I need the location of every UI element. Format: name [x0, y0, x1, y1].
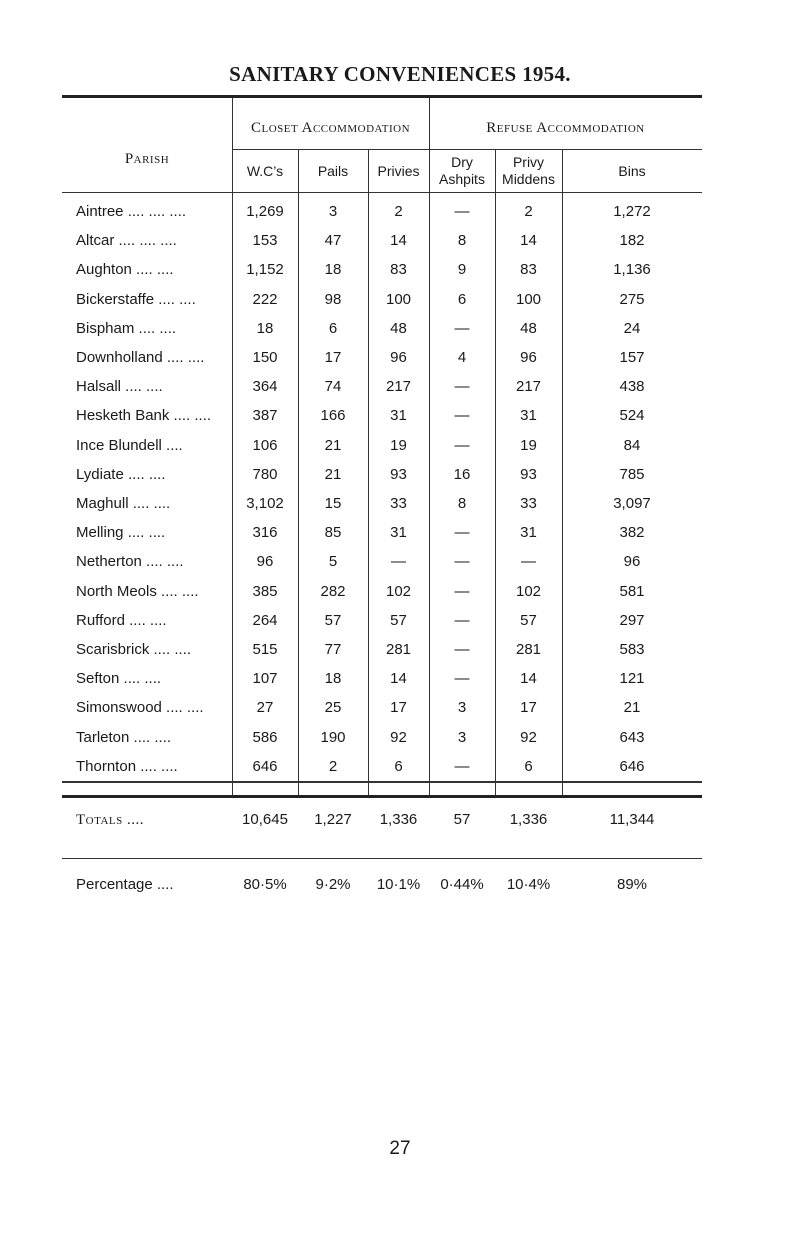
cell-privies: 57 — [390, 611, 407, 629]
table-row — [62, 577, 702, 607]
cell-bins: 785 — [619, 465, 645, 483]
cell-bins: 643 — [619, 728, 645, 746]
cell-wcs: 515 — [252, 641, 278, 658]
parish-name: Aughton .... .... — [76, 261, 174, 279]
cell-wcs: 316 — [252, 524, 278, 542]
cell-wcs: 264 — [252, 611, 278, 629]
percentage-bins: 89% — [616, 876, 648, 893]
percentage-privies: 10·1% — [376, 876, 421, 893]
table-row — [62, 518, 702, 548]
cell-wcs: 222 — [252, 290, 278, 308]
cell-wcs: 1,152 — [246, 261, 284, 279]
cell-wcs: 364 — [252, 378, 278, 396]
cell-wcs: 3,102 — [246, 495, 284, 512]
parish-header: Parish — [124, 151, 170, 167]
cell-pails: 17 — [324, 349, 342, 366]
cell-bins: 524 — [619, 407, 645, 425]
cell-pails: 166 — [320, 407, 346, 425]
cell-bins: 297 — [619, 611, 645, 629]
closet-accommodation-header: Closet Accommodation — [250, 120, 411, 136]
cell-privies: 19 — [390, 436, 407, 454]
totals-label: Totals .... — [76, 812, 144, 828]
cell-privy-middens: 33 — [520, 495, 537, 512]
cell-privies: 48 — [390, 319, 407, 337]
cell-pails: 190 — [320, 728, 346, 746]
cell-privies: 92 — [390, 728, 407, 746]
table-row — [62, 664, 702, 694]
cell-pails: 6 — [328, 319, 338, 337]
parish-name: North Meols .... .... — [76, 582, 199, 600]
cell-privies: 17 — [390, 699, 407, 717]
page-number: 27 — [389, 1138, 411, 1159]
cell-pails: 5 — [328, 553, 338, 571]
cell-pails: 57 — [324, 611, 342, 629]
cell-privy-middens: 31 — [520, 407, 537, 425]
totals-privy-middens: 1,336 — [509, 811, 548, 828]
cell-dry-ashpits: — — [454, 407, 470, 425]
table-row — [62, 431, 702, 461]
cell-pails: 47 — [324, 232, 342, 250]
cell-dry-ashpits: 9 — [457, 261, 467, 279]
cell-pails: 21 — [324, 436, 342, 454]
cell-bins: 583 — [619, 641, 645, 658]
percentage-dry-ashpits: 0·44% — [440, 876, 484, 893]
cell-privy-middens: 57 — [520, 611, 537, 629]
table-row — [62, 460, 702, 490]
cell-pails: 21 — [324, 465, 342, 483]
table-row — [62, 372, 702, 402]
parish-name: Maghull .... .... — [76, 495, 171, 512]
cell-wcs: 646 — [252, 757, 278, 775]
cell-bins: 581 — [619, 582, 645, 600]
percentage-privy-middens: 10·4% — [506, 876, 551, 893]
parish-name: Bispham .... .... — [76, 319, 177, 337]
cell-dry-ashpits: — — [454, 757, 470, 775]
header-rule — [62, 192, 702, 193]
column-header-bins: Bins — [618, 162, 646, 179]
totals-rule — [62, 858, 702, 859]
cell-wcs: 150 — [252, 349, 278, 366]
table-row — [62, 285, 702, 315]
cell-privies: 6 — [394, 757, 403, 775]
cell-privies: 217 — [385, 378, 412, 396]
percentage-wcs: 80·5% — [243, 876, 287, 893]
cell-wcs: 27 — [256, 699, 274, 717]
cell-privy-middens: 83 — [520, 261, 537, 279]
cell-bins: 96 — [623, 553, 641, 571]
column-header-wcs: W.C’s — [246, 162, 284, 179]
column-header-privy-middens: Privy Middens — [502, 154, 555, 187]
cell-bins: 275 — [619, 290, 645, 308]
parish-name: Altcar .... .... .... — [76, 232, 177, 250]
table-row — [62, 255, 702, 285]
table-row — [62, 635, 702, 665]
table-row — [62, 226, 702, 256]
cell-privies: 2 — [394, 203, 403, 220]
totals-bins: 11,344 — [609, 811, 655, 828]
table-row — [62, 606, 702, 636]
cell-privy-middens: 102 — [515, 582, 542, 600]
cell-pails: 3 — [328, 203, 338, 220]
cell-privies: 14 — [390, 670, 407, 688]
parish-name: Thornton .... .... — [76, 757, 178, 775]
column-header-pails: Pails — [317, 162, 349, 179]
cell-dry-ashpits: — — [454, 553, 470, 571]
sanitary-conveniences-table — [62, 95, 702, 893]
column-header-dry-ashpits: Dry Ashpits — [439, 154, 485, 187]
cell-wcs: 780 — [252, 465, 278, 483]
cell-privy-middens: 2 — [524, 203, 533, 220]
percentage-pails: 9·2% — [315, 876, 351, 893]
cell-dry-ashpits: 4 — [457, 349, 467, 366]
cell-privy-middens: 6 — [524, 757, 533, 775]
table-row — [62, 723, 702, 753]
cell-wcs: 107 — [252, 670, 278, 688]
cell-privy-middens: 93 — [520, 465, 537, 483]
table-row — [62, 197, 702, 227]
cell-pails: 15 — [324, 495, 342, 512]
cell-privies: 281 — [385, 641, 412, 658]
cell-bins: 438 — [619, 378, 645, 396]
cell-wcs: 106 — [252, 436, 278, 454]
cell-pails: 2 — [328, 757, 338, 775]
cell-dry-ashpits: — — [454, 611, 470, 629]
cell-privy-middens: 14 — [520, 670, 537, 688]
cell-bins: 3,097 — [613, 495, 651, 512]
cell-privies: 31 — [390, 407, 407, 425]
cell-privies: 96 — [390, 349, 407, 366]
cell-wcs: 385 — [252, 582, 278, 600]
table-row — [62, 343, 702, 373]
cell-bins: 1,136 — [613, 261, 651, 279]
cell-bins: 646 — [619, 757, 645, 775]
parish-name: Simonswood .... .... — [76, 699, 204, 717]
cell-privies: 83 — [390, 261, 407, 279]
percentage-label: Percentage .... — [76, 876, 174, 893]
cell-pails: 98 — [324, 290, 342, 308]
cell-dry-ashpits: 8 — [457, 495, 467, 512]
cell-privy-middens: 48 — [520, 319, 537, 337]
cell-wcs: 387 — [252, 407, 278, 425]
parish-name: Ince Blundell .... — [76, 436, 183, 454]
cell-pails: 18 — [324, 261, 342, 279]
cell-bins: 157 — [619, 349, 645, 366]
cell-bins: 121 — [619, 670, 645, 688]
cell-privies: 31 — [390, 524, 407, 542]
column-header-privies: Privies — [377, 162, 420, 179]
cell-privy-middens: 96 — [520, 349, 537, 366]
cell-pails: 25 — [324, 699, 342, 717]
parish-name: Scarisbrick .... .... — [76, 641, 192, 658]
table-row — [62, 314, 702, 344]
totals-wcs: 10,645 — [242, 811, 288, 828]
parish-name: Aintree .... .... .... — [76, 203, 187, 220]
cell-privies: — — [391, 553, 406, 571]
cell-privies: 100 — [385, 290, 412, 308]
cell-dry-ashpits: — — [454, 670, 470, 688]
cell-dry-ashpits: — — [454, 582, 470, 600]
table-row — [62, 489, 702, 519]
parish-name: Rufford .... .... — [76, 611, 167, 629]
cell-bins: 382 — [619, 524, 645, 542]
parish-name: Tarleton .... .... — [76, 728, 172, 746]
cell-privy-middens: 14 — [520, 232, 537, 250]
parish-name: Hesketh Bank .... .... — [76, 407, 212, 425]
parish-name: Melling .... .... — [76, 524, 166, 542]
cell-pails: 85 — [324, 524, 342, 542]
cell-privy-middens: 217 — [515, 378, 542, 396]
cell-dry-ashpits: 8 — [457, 232, 467, 250]
cell-privies: 14 — [390, 232, 407, 250]
cell-privy-middens: 100 — [515, 290, 542, 308]
parish-name: Sefton .... .... — [76, 670, 162, 688]
parish-name: Lydiate .... .... — [76, 465, 166, 483]
cell-wcs: 96 — [256, 553, 274, 571]
cell-privy-middens: — — [521, 553, 536, 571]
cell-pails: 282 — [320, 582, 346, 600]
page-title: SANITARY CONVENIENCES 1954. — [229, 62, 571, 86]
cell-dry-ashpits: — — [454, 436, 470, 454]
cell-wcs: 1,269 — [246, 203, 284, 220]
cell-pails: 74 — [324, 378, 342, 396]
totals-privies: 1,336 — [379, 811, 418, 828]
cell-pails: 77 — [324, 641, 342, 658]
cell-privies: 102 — [385, 582, 412, 600]
table-row — [62, 547, 702, 577]
cell-wcs: 586 — [252, 728, 278, 746]
cell-dry-ashpits: 16 — [453, 465, 471, 483]
totals-pails: 1,227 — [314, 811, 352, 828]
table-row — [62, 693, 702, 723]
cell-bins: 182 — [619, 232, 645, 250]
refuse-accommodation-header: Refuse Accommodation — [486, 120, 645, 136]
cell-privy-middens: 17 — [520, 699, 537, 717]
parish-name: Netherton .... .... — [76, 553, 184, 571]
cell-privies: 33 — [390, 495, 407, 512]
cell-dry-ashpits: — — [454, 319, 470, 337]
cell-privy-middens: 19 — [520, 436, 537, 454]
cell-bins: 21 — [623, 699, 641, 717]
percentage-row — [62, 870, 702, 900]
cell-wcs: 18 — [256, 319, 274, 337]
parish-name: Halsall .... .... — [76, 378, 163, 396]
parish-name: Downholland .... .... — [76, 349, 205, 366]
cell-dry-ashpits: — — [454, 524, 470, 542]
table-row — [62, 752, 702, 782]
cell-dry-ashpits: 3 — [457, 699, 467, 717]
cell-dry-ashpits: — — [454, 203, 470, 220]
parish-name: Bickerstaffe .... .... — [76, 290, 196, 308]
cell-dry-ashpits: 6 — [457, 290, 467, 308]
cell-privies: 93 — [390, 465, 407, 483]
totals-row — [62, 805, 702, 835]
cell-dry-ashpits: — — [454, 641, 470, 658]
cell-privy-middens: 31 — [520, 524, 537, 542]
cell-bins: 24 — [623, 319, 641, 337]
cell-privy-middens: 92 — [520, 728, 537, 746]
cell-dry-ashpits: 3 — [457, 728, 467, 746]
cell-bins: 84 — [623, 436, 641, 454]
cell-wcs: 153 — [252, 232, 278, 250]
cell-privy-middens: 281 — [515, 641, 542, 658]
cell-pails: 18 — [324, 670, 342, 688]
totals-dry-ashpits: 57 — [453, 811, 471, 828]
table-row — [62, 401, 702, 431]
cell-bins: 1,272 — [613, 203, 651, 220]
cell-dry-ashpits: — — [454, 378, 470, 396]
